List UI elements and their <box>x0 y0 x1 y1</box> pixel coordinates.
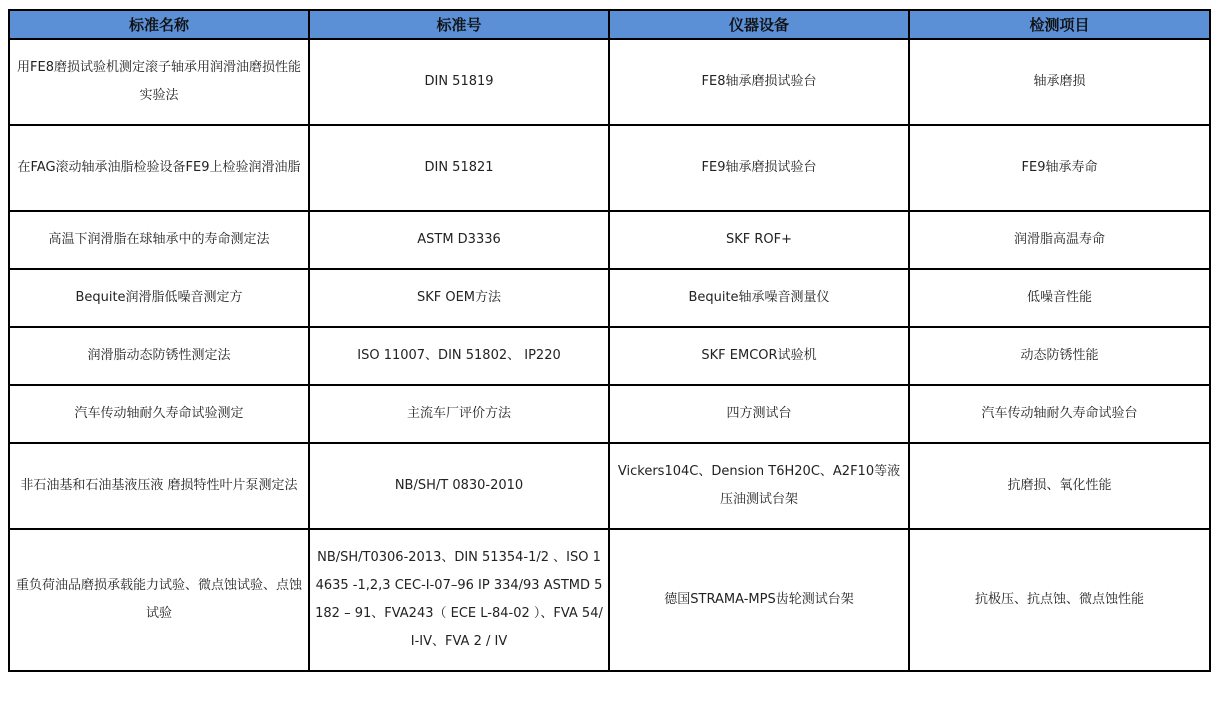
cell-test-item: 润滑脂高温寿命 <box>909 211 1210 269</box>
cell-standard-number: SKF OEM方法 <box>309 269 609 327</box>
table-header <box>9 10 1210 39</box>
table-row <box>9 269 1210 327</box>
cell-equipment: 德国STRAMA-MPS齿轮测试台架 <box>609 529 909 671</box>
header-equipment: 仪器设备 <box>609 10 909 39</box>
cell-equipment: SKF ROF+ <box>609 211 909 269</box>
cell-standard-number: DIN 51821 <box>309 125 609 211</box>
cell-standard-name: Bequite润滑脂低噪音测定方 <box>9 269 309 327</box>
cell-equipment: SKF EMCOR试验机 <box>609 327 909 385</box>
table-body <box>9 39 1210 671</box>
standards-table <box>8 9 1211 672</box>
cell-test-item: 低噪音性能 <box>909 269 1210 327</box>
cell-standard-number: ISO 11007、DIN 51802、 IP220 <box>309 327 609 385</box>
cell-standard-name: 高温下润滑脂在球轴承中的寿命测定法 <box>9 211 309 269</box>
header-row <box>9 10 1210 39</box>
cell-standard-number: ASTM D3336 <box>309 211 609 269</box>
table-row <box>9 529 1210 671</box>
table-row <box>9 125 1210 211</box>
table-row <box>9 39 1210 125</box>
table-row <box>9 385 1210 443</box>
cell-standard-number: DIN 51819 <box>309 39 609 125</box>
cell-equipment: FE9轴承磨损试验台 <box>609 125 909 211</box>
cell-equipment: 四方测试台 <box>609 385 909 443</box>
header-test-item: 检测项目 <box>909 10 1210 39</box>
cell-equipment: Bequite轴承噪音测量仪 <box>609 269 909 327</box>
header-standard-number: 标准号 <box>309 10 609 39</box>
table-row <box>9 211 1210 269</box>
cell-test-item: 汽车传动轴耐久寿命试验台 <box>909 385 1210 443</box>
cell-standard-number: 主流车厂评价方法 <box>309 385 609 443</box>
cell-standard-name: 润滑脂动态防锈性测定法 <box>9 327 309 385</box>
cell-test-item: 轴承磨损 <box>909 39 1210 125</box>
cell-equipment: Vickers104C、Dension T6H20C、A2F10等液压油测试台架 <box>609 443 909 529</box>
table-row <box>9 327 1210 385</box>
cell-standard-name: 汽车传动轴耐久寿命试验测定 <box>9 385 309 443</box>
cell-standard-name: 用FE8磨损试验机测定滚子轴承用润滑油磨损性能实验法 <box>9 39 309 125</box>
table-row <box>9 443 1210 529</box>
cell-standard-name: 非石油基和石油基液压液 磨损特性叶片泵测定法 <box>9 443 309 529</box>
cell-test-item: 动态防锈性能 <box>909 327 1210 385</box>
cell-test-item: 抗磨损、氧化性能 <box>909 443 1210 529</box>
header-standard-name: 标准名称 <box>9 10 309 39</box>
cell-equipment: FE8轴承磨损试验台 <box>609 39 909 125</box>
cell-standard-name: 重负荷油品磨损承载能力试验、微点蚀试验、点蚀试验 <box>9 529 309 671</box>
cell-test-item: 抗极压、抗点蚀、微点蚀性能 <box>909 529 1210 671</box>
cell-standard-number: NB/SH/T0306-2013、DIN 51354-1/2 、ISO 14635 -1,2,3 CEC-I-07–96 IP 334/93 ASTMD 5182 – 91、FVA243（ ECE L-84-02 ）、FVA 54/I-IV、FVA 2 / IV <box>309 529 609 671</box>
cell-standard-name: 在FAG滚动轴承油脂检验设备FE9上检验润滑油脂 <box>9 125 309 211</box>
cell-standard-number: NB/SH/T 0830-2010 <box>309 443 609 529</box>
cell-test-item: FE9轴承寿命 <box>909 125 1210 211</box>
